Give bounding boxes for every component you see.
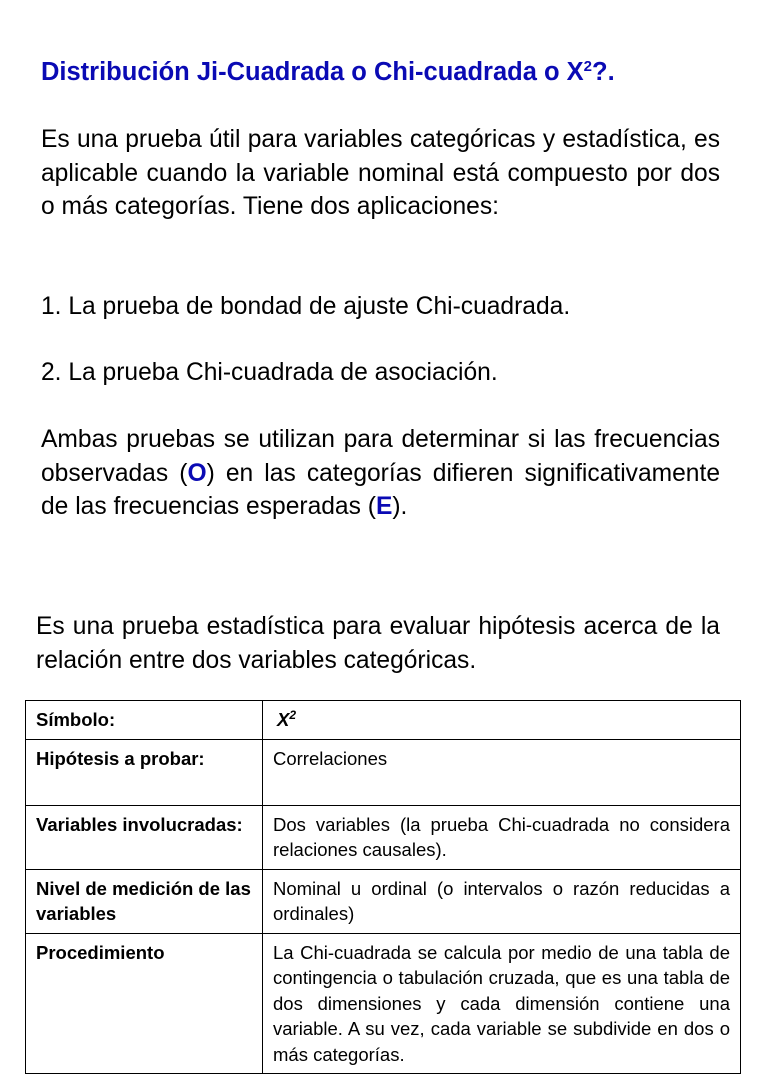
variables-label: Variables involucradas: [26,805,263,869]
procedure-value: La Chi-cuadrada se calcula por medio de una tabla de contingencia o tabulación cruzada, que es una tabla de dos dimensiones y cada dimensión contiene una variable. A su vez, cada variable se subdivide en dos o más categorías. [263,933,741,1074]
symbol-base: X [277,709,290,730]
comparison-paragraph [41,423,720,524]
page-title [41,58,741,87]
hypothesis-value: Correlaciones [263,739,741,805]
variables-value: Dos variables (la prueba Chi-cuadrada no considera relaciones causales). [263,805,741,869]
title-text: Distribución Ji-Cuadrada o Chi-cuadrada o X [41,58,584,86]
table-row [26,805,741,869]
measurement-level-label: Nivel de medición de las variables [26,869,263,933]
definition-paragraph: Es una prueba estadística para evaluar hipótesis acerca de la relación entre dos variables categóricas. [36,613,720,674]
table-row [26,701,741,740]
symbol-label: Símbolo: [26,701,263,740]
info-table [25,700,741,1074]
expected-symbol: E [375,493,393,520]
symbol-value [263,701,741,740]
hypothesis-label: Hipótesis a probar: [26,739,263,805]
title-superscript: 2 [583,58,593,75]
table-row [26,933,741,1074]
application-item-1: 1. La prueba de bondad de ajuste Chi-cuadrada. [41,293,571,320]
observed-symbol: O [187,459,207,487]
title-suffix: ?. [592,58,615,86]
procedure-label: Procedimiento [26,933,263,1074]
comparison-text-1: Ambas pruebas se utilizan para determinar si las frecuencias observadas ( [41,426,720,487]
symbol-superscript: 2 [289,708,297,722]
comparison-text-2: ) en las categorías difieren significativamente de las frecuencias esperadas ( [41,459,720,520]
table-row [26,869,741,933]
table-row [26,739,741,805]
application-item-2: 2. La prueba Chi-cuadrada de asociación. [41,359,498,386]
comparison-text-3: ). [392,493,408,520]
measurement-level-value: Nominal u ordinal (o intervalos o razón reducidas a ordinales) [263,869,741,933]
intro-paragraph: Es una prueba útil para variables categóricas y estadística, es aplicable cuando la variable nominal está compuesto por dos o más categorías. Tiene dos aplicaciones: [41,126,720,220]
